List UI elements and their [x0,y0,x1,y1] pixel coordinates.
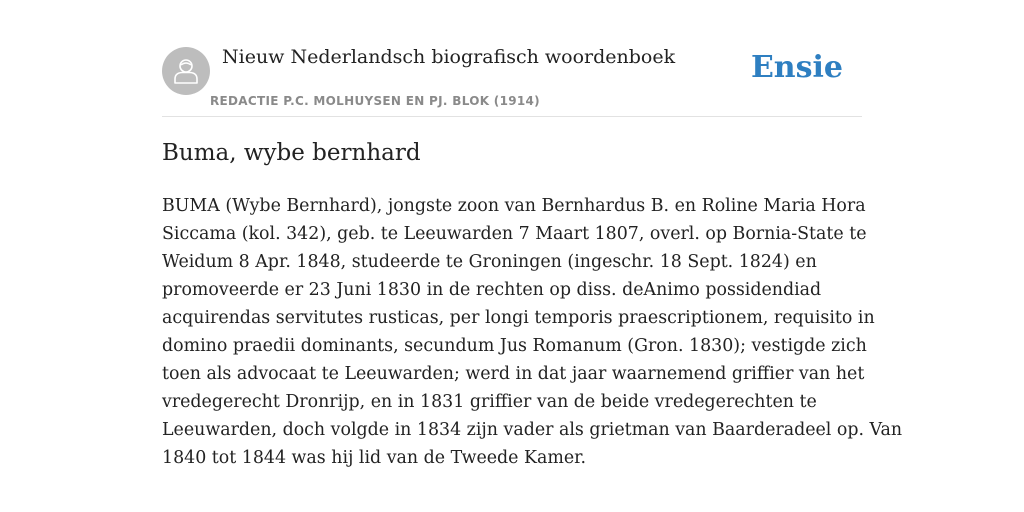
entry-line: Siccama (kol. 342), geb. te Leeuwarden 7 Maart 1807, overl. op Bornia-State te [162,224,867,244]
user-avatar-icon [162,47,210,95]
entry-line: promoveerde er 23 Juni 1830 in de rechten op diss. deAnimo possidendiad [162,280,822,300]
ensie-logo-link[interactable]: Ensie [750,50,843,85]
entry-line: domino praedii dominants, secundum Jus Romanum (Gron. 1830); vestigde zich [162,336,867,356]
book-header [162,44,862,117]
book-title[interactable]: Nieuw Nederlandsch biografisch woordenboek [222,46,676,68]
entry-line: 1840 tot 1844 was hij lid van de Tweede Kamer. [162,448,587,468]
entry-title: Buma, wybe bernhard [162,140,421,166]
entry-line: BUMA (Wybe Bernhard), jongste zoon van Bernhardus B. en Roline Maria Hora [162,196,866,216]
entry-line: toen als advocaat te Leeuwarden; werd in dat jaar waarnemend griffier van het [162,364,865,384]
entry-line: Leeuwarden, doch volgde in 1834 zijn vader als grietman van Baarderadeel op. Van [162,420,903,440]
entry-body [162,192,903,472]
entry-line: vredegerecht Dronrijp, en in 1831 griffier van de beide vredegerechten te [162,392,817,412]
book-editor: REDACTIE P.C. MOLHUYSEN EN PJ. BLOK (1914) [210,94,540,108]
entry-line: Weidum 8 Apr. 1848, studeerde te Groningen (ingeschr. 18 Sept. 1824) en [162,252,817,272]
entry-line: acquirendas servitutes rusticas, per longi temporis praescriptionem, requisito in [162,308,875,328]
person-outline-icon [173,57,199,85]
